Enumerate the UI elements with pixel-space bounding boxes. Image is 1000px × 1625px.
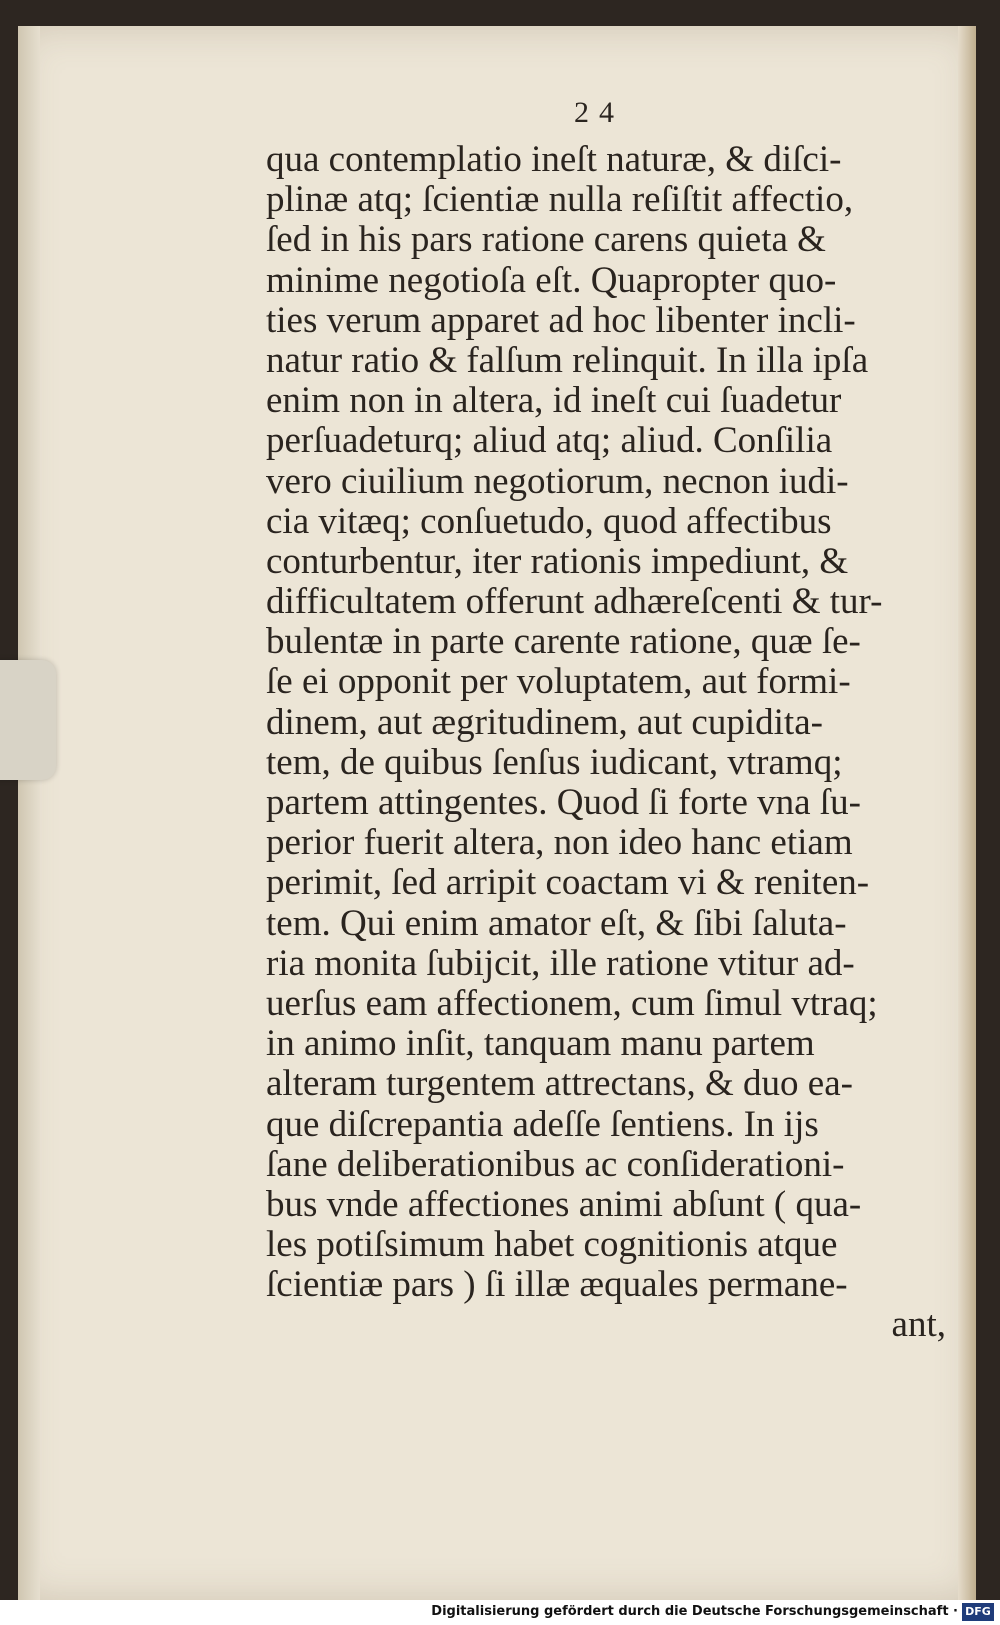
dfg-logo: DFG [962, 1603, 994, 1621]
text-line: que diſcrepantia adeſſe ſentiens. In ijs [266, 1103, 819, 1145]
text-line: perimit, ſed arripit coactam vi & reniten- [266, 862, 870, 904]
text-line: natur ratio & falſum relinquit. In illa ipſa [266, 339, 869, 381]
text-line: cia vitæq; conſuetudo, quod affectibus [266, 500, 832, 542]
text-line: in animo inſit, tanquam manu partem [266, 1023, 815, 1065]
text-line: vero ciuilium negotiorum, necnon iudi- [266, 460, 849, 502]
text-line: conturbentur, iter rationis impediunt, & [266, 540, 849, 582]
text-line: tem. Qui enim amator eſt, & ſibi ſaluta- [266, 902, 847, 944]
text-line: dinem, aut ægritudinem, aut cupidita- [266, 701, 823, 743]
catchword: ant, [891, 1304, 946, 1346]
text-line: ſed in his pars ratione carens quieta & [266, 219, 826, 261]
text-line: ſe ei opponit per voluptatem, aut formi- [266, 661, 851, 703]
text-line: alteram turgentem attrectans, & duo ea- [266, 1063, 853, 1105]
digitization-footer [0, 1600, 1000, 1625]
text-line: les potiſsimum habet cognitionis atque [266, 1224, 838, 1266]
text-line: ties verum apparet ad hoc libenter incli- [266, 299, 856, 341]
page-number: 24 [574, 96, 624, 129]
text-line: minime negotioſa eſt. Quapropter quo- [266, 259, 837, 301]
text-line: tem, de quibus ſenſus iudicant, vtramq; [266, 741, 843, 783]
page-tab-marker [0, 660, 56, 780]
text-line: ſane deliberationibus ac conſiderationi- [266, 1143, 845, 1185]
page-fore-edge [958, 26, 976, 1600]
text-line: qua contemplatio ineſt naturæ, & diſci- [266, 139, 842, 180]
text-line: ria monita ſubijcit, ille ratione vtitur ad- [266, 942, 855, 984]
text-line: difficultatem offerunt adhæreſcenti & tur- [266, 581, 883, 623]
page-gutter [18, 26, 40, 1600]
text-line: bulentæ in parte carente ratione, quæ ſe- [266, 621, 861, 663]
text-line: ſcientiæ pars ) ſi illæ æquales permane- [266, 1264, 848, 1306]
text-line: enim non in altera, id ineſt cui ſuadetur [266, 380, 842, 422]
text-line: uerſus eam affectionem, cum ſimul vtraq; [266, 982, 878, 1024]
text-line: bus vnde affectiones animi abſunt ( qua- [266, 1183, 862, 1225]
text-line: plinæ atq; ſcientiæ nulla reſiſtit affectio, [266, 179, 854, 221]
text-line: perior fuerit altera, non ideo hanc etiam [266, 822, 853, 864]
footer-credit: Digitalisierung gefördert durch die Deutsche Forschungsgemeinschaft · [431, 1604, 958, 1619]
text-line: perſuadeturq; aliud atq; aliud. Conſilia [266, 420, 833, 462]
body-text [266, 140, 946, 1346]
text-line: partem attingentes. Quod ſi forte vna ſu- [266, 782, 861, 823]
